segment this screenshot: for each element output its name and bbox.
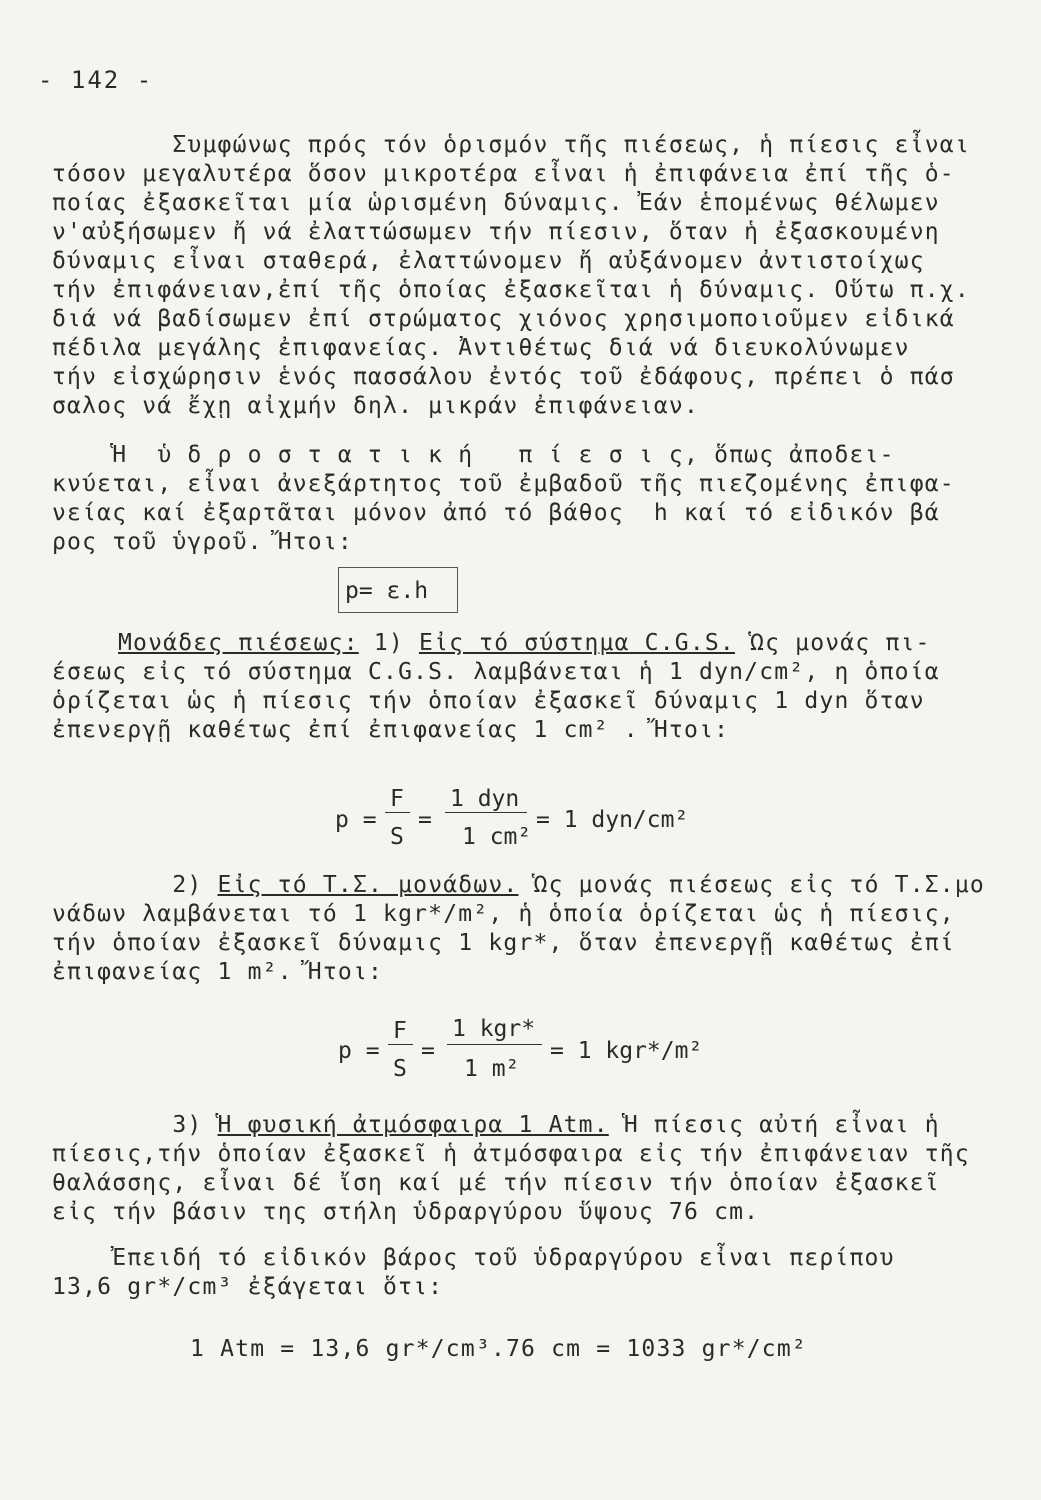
item2-heading-line	[52, 872, 985, 898]
text-line: νάδων λαμβάνεται τό 1 kgr*/m², ἡ ὁποία ὁρίζεται ὡς ἡ πίεσις,	[52, 901, 955, 927]
text-line: θαλάσσης, εἶναι δέ ἴση καί μέ τήν πίεσιν τήν ὁποίαν ἐξασκεῖ	[52, 1170, 940, 1196]
text-line: Ἡ ὑ δ ρ ο σ τ α τ ι κ ή π ί ε σ ι ς, ὅπως ἀποδει-	[52, 442, 895, 468]
formula1-den1: S	[390, 824, 404, 850]
text-line: τήν ὁποίαν ἐξασκεῖ δύναμις 1 kgr*, ὅταν ἐπενεργῇ καθέτως ἐπί	[52, 930, 955, 956]
formula1-num2: 1 dyn	[450, 786, 520, 812]
text-line: κνύεται, εἶναι ἀνεξάρτητος τοῦ ἐμβαδοῦ τῆς πιεζομένης ἐπιφα-	[52, 471, 955, 497]
text-line: δύναμις εἶναι σταθερά, ἐλαττώνομεν ἤ αὐξάνομεν ἀντιστοίχως	[52, 248, 925, 274]
formula1-num1: F	[390, 786, 404, 812]
formula2-eq: =	[421, 1038, 435, 1064]
text-line: τήν εἰσχώρησιν ἑνός πασσάλου ἐντός τοῦ ἐδάφους, πρέπει ὁ πάσ	[52, 364, 955, 390]
fraction-bar	[447, 1044, 542, 1045]
text-line: τόσον μεγαλυτέρα ὅσον μικροτέρα εἶναι ἡ ἐπιφάνεια ἐπί τῆς ὁ-	[52, 161, 955, 187]
text-line: ρος τοῦ ὑγροῦ. Ἤτοι:	[52, 529, 353, 555]
formula2-den2: 1 m²	[464, 1056, 520, 1082]
text-line: έσεως εἰς τό σύστημα C.G.S. λαμβάνεται ἡ 1 dyn/cm², η ὁποία	[52, 659, 940, 685]
formula2-num1: F	[393, 1018, 407, 1044]
units-heading: Μονάδες πιέσεως:	[118, 630, 359, 656]
item3-line: Ἡ πίεσις αὐτή εἶναι ἡ	[608, 1112, 940, 1138]
item2-prefix: 2)	[52, 872, 218, 898]
item1-title: Εἰς τό σύστημα C.G.S.	[418, 630, 735, 656]
text-line: Συμφώνως πρός τόν ὁρισμόν τῆς πιέσεως, ἡ πίεσις εἶναι	[52, 132, 970, 158]
text-line: ἐπενεργῇ καθέτως ἐπί ἐπιφανείας 1 cm² . Ἤτοι:	[52, 717, 730, 743]
text-line: ν'αὐξήσωμεν ἤ νά ἐλαττώσωμεν τήν πίεσιν, ὅταν ἡ ἐξασκουμένη	[52, 219, 940, 245]
text-line: 13,6 gr*/cm³ ἐξάγεται ὅτι:	[52, 1274, 444, 1300]
formula2-num2: 1 kgr*	[452, 1016, 536, 1042]
fraction-bar	[445, 812, 527, 813]
item2-line: Ὡς μονάς πιέσεως εἰς τό Τ.Σ.μο	[518, 872, 985, 898]
text-line: ἐπιφανείας 1 m². Ἤτοι:	[52, 959, 384, 985]
item3-title: Ἡ φυσική ἀτμόσφαιρα 1 Atm.	[217, 1112, 609, 1138]
text-line: διά νά βαδίσωμεν ἐπί στρώματος χιόνος χρησιμοποιοῦμεν εἰδικά	[52, 306, 955, 332]
fraction-bar	[385, 812, 410, 813]
text-line: εἰς τήν βάσιν της στήλη ὑδραργύρου ὕψους 76 cm.	[52, 1199, 760, 1225]
item3-heading-line	[52, 1112, 940, 1138]
text-line: πέδιλα μεγάλης ἐπιφανείας. Ἀντιθέτως διά νά διευκολύνωμεν	[52, 335, 910, 361]
formula1-lhs: p =	[335, 807, 377, 833]
text-line: Ἐπειδή τό εἰδικόν βάρος τοῦ ὑδραργύρου εἶναι περίπου	[52, 1245, 895, 1271]
final-formula: 1 Atm = 13,6 gr*/cm³.76 cm = 1033 gr*/cm²	[190, 1336, 807, 1362]
page-number: - 142 -	[38, 66, 154, 94]
text-line: τήν ἐπιφάνειαν,ἐπί τῆς ὁποίας ἐξασκεῖται ἡ δύναμις. Οὕτω π.χ.	[52, 277, 970, 303]
fraction-bar	[388, 1044, 413, 1045]
item2-title: Εἰς τό Τ.Σ. μονάδων.	[217, 872, 519, 898]
formula2-rhs: = 1 kgr*/m²	[550, 1038, 703, 1064]
text-line: ποίας ἐξασκεῖται μία ὡρισμένη δύναμις. Ἐάν ἑπομένως θέλωμεν	[52, 190, 940, 216]
text-line: πίεσις,τήν ὁποίαν ἐξασκεῖ ἡ ἀτμόσφαιρα εἰς τήν ἐπιφάνειαν τῆς	[52, 1141, 970, 1167]
formula1-den2: 1 cm²	[462, 824, 532, 850]
item3-prefix: 3)	[52, 1112, 218, 1138]
formula2-lhs: p =	[338, 1038, 380, 1064]
boxed-formula: p= ε.h	[345, 578, 429, 604]
text-line: νείας καί ἐξαρτᾶται μόνον ἀπό τό βάθος h καί τό εἰδικόν βά	[52, 500, 940, 526]
item1-line: Ὡς μονάς πι-	[734, 630, 931, 656]
item1-prefix: 1)	[358, 630, 419, 656]
formula2-den1: S	[393, 1056, 407, 1082]
text-line: σαλος νά ἔχῃ αἰχμήν δηλ. μικράν ἐπιφάνειαν.	[52, 393, 700, 419]
formula1-eq: =	[418, 807, 432, 833]
units-heading-line	[118, 630, 931, 656]
formula1-rhs: = 1 dyn/cm²	[536, 807, 689, 833]
text-line: ὁρίζεται ὡς ἡ πίεσις τήν ὁποίαν ἐξασκεῖ δύναμις 1 dyn ὅταν	[52, 688, 925, 714]
